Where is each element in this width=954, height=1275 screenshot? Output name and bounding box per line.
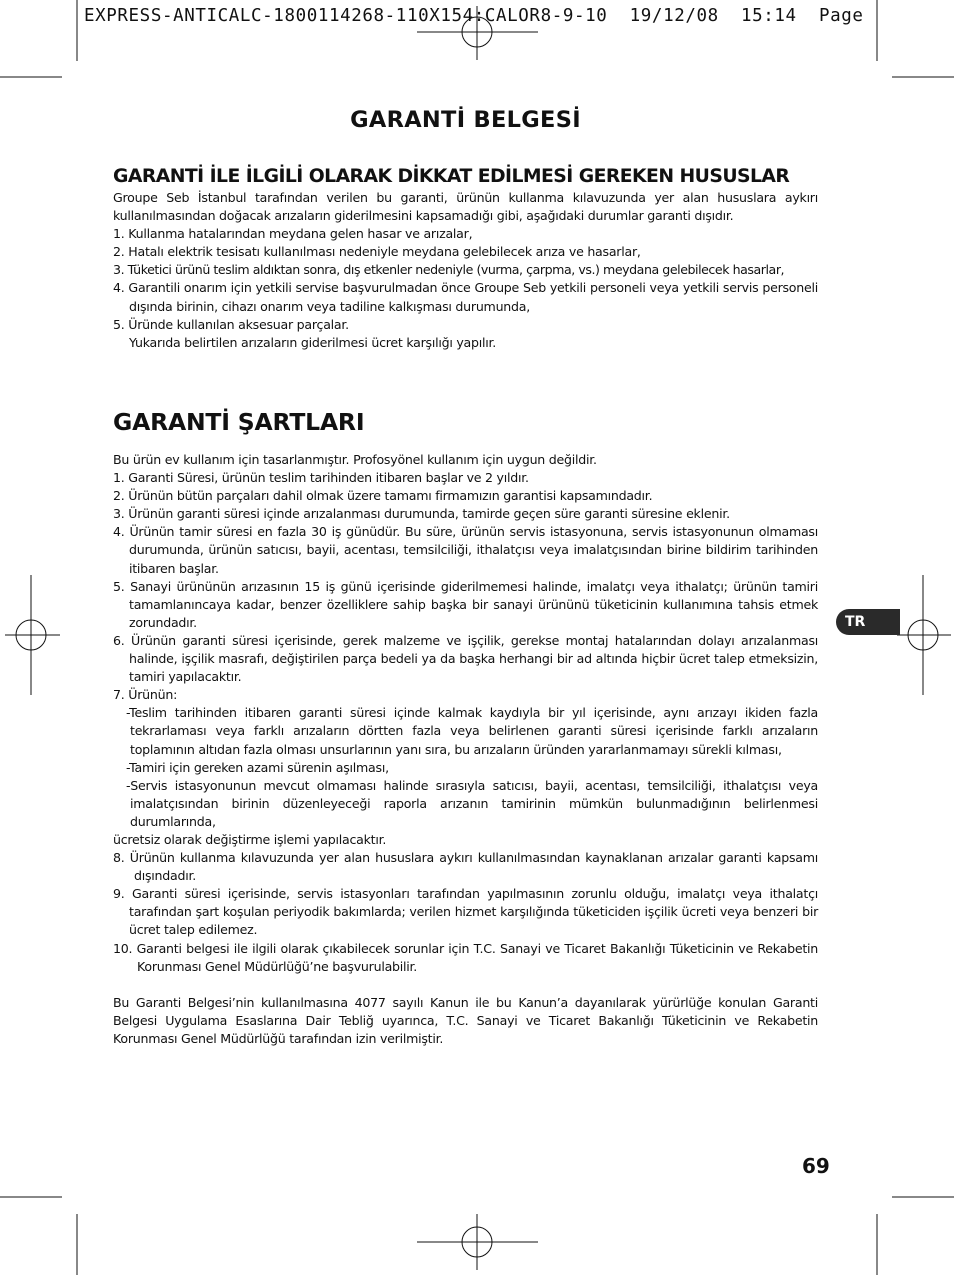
language-tab: TR [836,609,900,635]
list-item: 8. Ürünün kullanma kılavuzunda yer alan hususlara aykırı kullanılmasından kaynaklanan arızalar garanti kapsamı dışındadır. [113,850,818,884]
list-item: 1. Garanti Süresi, ürünün teslim tarihinden itibaren başlar ve 2 yıldır. [113,470,529,486]
list-item: 5. Sanayi ürününün arızasının 15 iş günü içerisinde giderilmemesi halinde, imalatçı veya ithalatçı; ürünün tamiri tamamlanıncaya kadar, benzer özelliklere sahip başka bir sanayi ürününü tüketicinin kullanımına tahsis etmek zorundadır. [113,578,818,630]
list-item: 5. Üründe kullanılan aksesuar parçalar. [113,316,349,332]
section2-intro: Bu ürün ev kullanım için tasarlanmıştır. Profosyönel kullanım için uygun değildir. [113,452,597,467]
sub-list-item: -Servis istasyonunun mevcut olmaması halinde sırasıyla satıcısı, bayii, acentası, temsilciliği, ithalatçısı veya imalatçısından birinin düzenleyeceği raporla arızanın tamirinin mümkün bulunmadığının belirlenmesi durumlarında, [126,777,818,829]
list-item: 3. Tüketici ürünü teslim aldıktan sonra, dış etkenler nedeniyle (vurma, çarpma, vs.) meydana gelebilecek hasarlar, [113,262,785,278]
section1-intro: Groupe Seb İstanbul tarafından verilen bu garanti, ürünün kullanma kılavuzunda yer alan hususlara aykırı kullanılmasından doğacak arızaların giderilmesini kapsamadığı gibi, aşağıdaki durumlar garanti dışıdır. [113,190,818,224]
list-item: 2. Hatalı elektrik tesisatı kullanılması nedeniyle meydana gelebilecek arıza ve hasarlar, [113,244,641,260]
section1-note: Yukarıda belirtilen arızaların giderilmesi ücret karşılığı yapılır. [129,334,497,350]
page-title: GARANTİ BELGESİ [350,107,581,133]
page-number: 69 [802,1154,830,1178]
section2-heading: GARANTİ ŞARTLARI [113,408,365,436]
section1-text [113,189,818,352]
closing-paragraph: Bu Garanti Belgesi’nin kullanılmasına 4077 sayılı Kanun ile bu Kanun’a dayanılarak yürürlüğe konulan Garanti Belgesi Uygulama Esaslarına Dair Tebliğ uyarınca, T.C. Sanayi ve Ticaret Bakanlığı Tüketicinin ve Rekabetin Korunması Genel Müdürlüğü tarafından izin verilmiştir. [113,994,818,1046]
section1-heading: GARANTİ İLE İLGİLİ OLARAK DİKKAT EDİLMESİ GEREKEN HUSUSLAR [113,166,790,187]
list-item: 4. Garantili onarım için yetkili servise başvurulmadan önce Groupe Seb yetkili personeli veya yetkili servis personeli dışında birinin, cihazı onarım veya tadiline kalkışması durumunda, [113,280,818,314]
list-item: 6. Ürünün garanti süresi içerisinde, gerek malzeme ve işçilik, gerekse montaj hatalarından dolayı arızalanması halinde, işçilik masrafı, değiştirilen parça bedeli ya da başka herhangi bir ad altında hiçbir ücret talep etmeksizin, tamiri yapılacaktır. [113,632,818,685]
printer-slug-line: EXPRESS-ANTICALC-1800114268-110X154:CALOR8-9-10 19/12/08 15:14 Page [84,6,864,26]
section2-text [113,451,818,1048]
list-item: 4. Ürünün tamir süresi en fazla 30 iş günüdür. Bu süre, ürünün servis istasyonuna, servis istasyonunun olmaması durumunda, ürünün satıcısı, bayii, acentası, temsilciliği, ithalatçısı veya imalatçısından birine bildirim tarihinden itibaren başlar. [113,524,818,576]
list-item: 3. Ürünün garanti süresi içinde arızalanması durumunda, tamirde geçen süre garanti süresine eklenir. [113,506,730,522]
sub-list-item: -Tamiri için gereken azami sürenin aşılması, [126,759,389,775]
list-item: 1. Kullanma hatalarından meydana gelen hasar ve arızalar, [113,226,473,242]
item7-tail: ücretsiz olarak değiştirme işlemi yapılacaktır. [113,831,387,847]
sub-list-item: -Teslim tarihinden itibaren garanti süresi içinde kalmak kaydıyla bir yıl içerisinde, aynı arızayı ikiden fazla tekrarlaması veya farklı arızaların dörtten fazla veya belirlenen garanti süresi içerisinde farklı arızaların toplamının altıdan fazla olması unsurlarının yanı sıra, bu arızaların üründen yararlanmamayı sürekli kılması, [126,705,818,757]
list-item: 10. Garanti belgesi ile ilgili olarak çıkabilecek sorunlar için T.C. Sanayi ve Ticaret Bakanlığı Tüketicinin ve Rekabetin Korunması Genel Müdürlüğü’ne başvurulabilir. [113,940,818,974]
list-item: 2. Ürünün bütün parçaları dahil olmak üzere tamamı firmamızın garantisi kapsamındadır. [113,488,653,504]
list-item: 7. Ürünün: [113,687,178,703]
list-item: 9. Garanti süresi içerisinde, servis istasyonları tarafından yapılmasının zorunlu olduğu, imalatçı veya ithalatçı tarafından şart koşulan periyodik bakımlarda; verilen hizmet karşılığında tüketiciden işçilik ücreti veya benzeri bir ücret talep edilemez. [113,886,818,938]
